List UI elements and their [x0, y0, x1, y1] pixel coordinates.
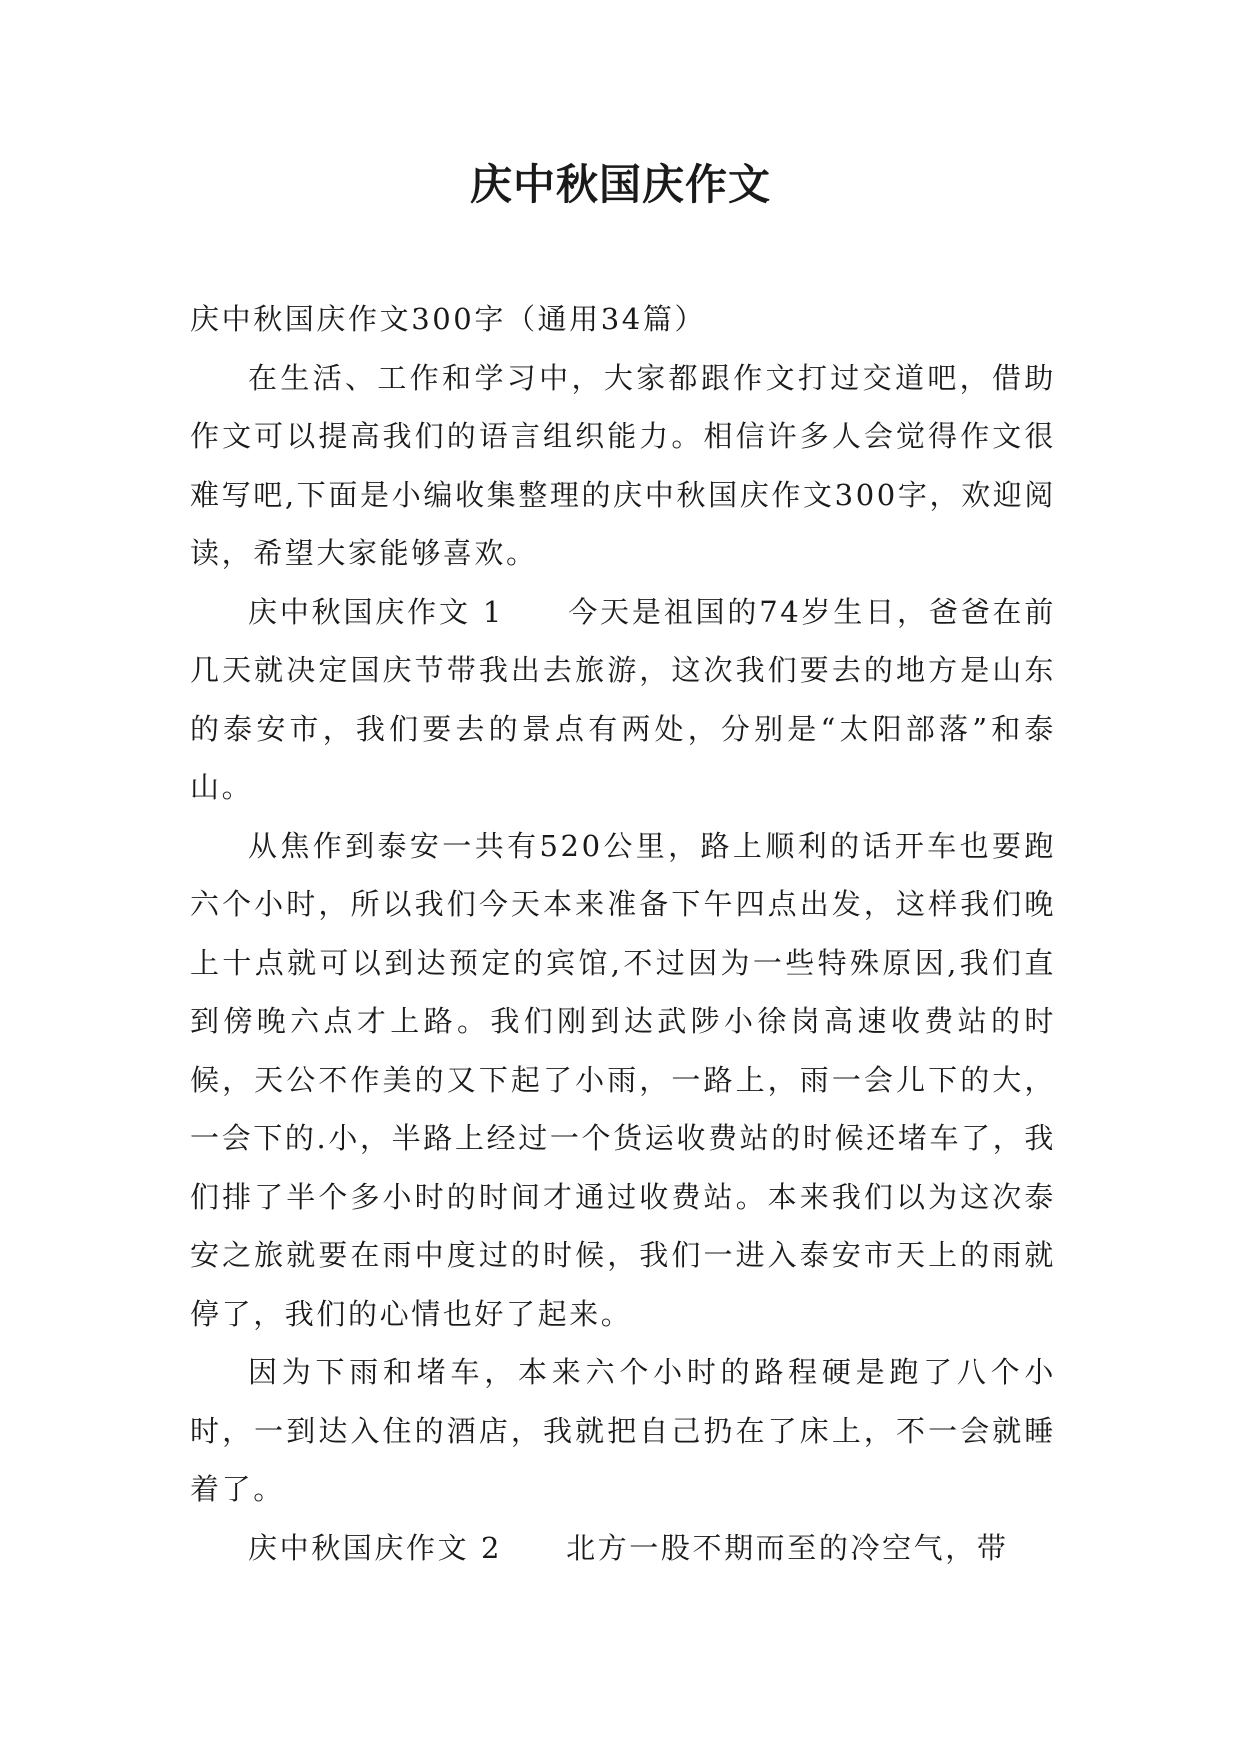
essay-1-heading: 庆中秋国庆作文 1 — [248, 594, 504, 629]
essay-1-paragraph-1 — [190, 583, 1056, 817]
essay-1-paragraph-3: 因为下雨和堵车，本来六个小时的路程硬是跑了八个小时，一到达入住的酒店，我就把自己扔在了床上，不一会就睡着了。 — [190, 1355, 1056, 1506]
essay-2-heading: 庆中秋国庆作文 2 — [248, 1530, 503, 1565]
document-subtitle: 庆中秋国庆作文300字（通用34篇） — [190, 302, 707, 336]
intro-paragraph: 在生活、工作和学习中，大家都跟作文打过交道吧，借助作文可以提高我们的语言组织能力。相信许多人会觉得作文很难写吧,下面是小编收集整理的庆中秋国庆作文300字，欢迎阅读，希望大家能够喜欢。 — [190, 360, 1056, 570]
essay-1-text-1: 今天是祖国的74岁生日，爸爸在前几天就决定国庆节带我出去旅游，这次我们要去的地方是山东的泰安市，我们要去的景点有两处，分别是“太阳部落”和泰山。 — [190, 594, 1056, 804]
document-body — [190, 290, 1056, 1577]
essay-2-paragraph-1 — [190, 1519, 1056, 1578]
document-title: 庆中秋国庆作文 — [469, 160, 771, 209]
essay-2-text-1: 北方一股不期而至的冷空气，带 — [566, 1530, 1009, 1565]
essay-1-paragraph-2: 从焦作到泰安一共有520公里，路上顺利的话开车也要跑六个小时，所以我们今天本来准备下午四点出发，这样我们晚上十点就可以到达预定的宾馆,不过因为一些特殊原因,我们直到傍晚六点才上路。我们刚到达武陟小徐岗高速收费站的时候，天公不作美的又下起了小雨，一路上，雨一会儿下的大，一会下的.小，半路上经过一个货运收费站的时候还堵车了，我们排了半个多小时的时间才通过收费站。本来我们以为这次泰安之旅就要在雨中度过的时候，我们一进入泰安市天上的雨就停了，我们的心情也好了起来。 — [190, 828, 1056, 1331]
